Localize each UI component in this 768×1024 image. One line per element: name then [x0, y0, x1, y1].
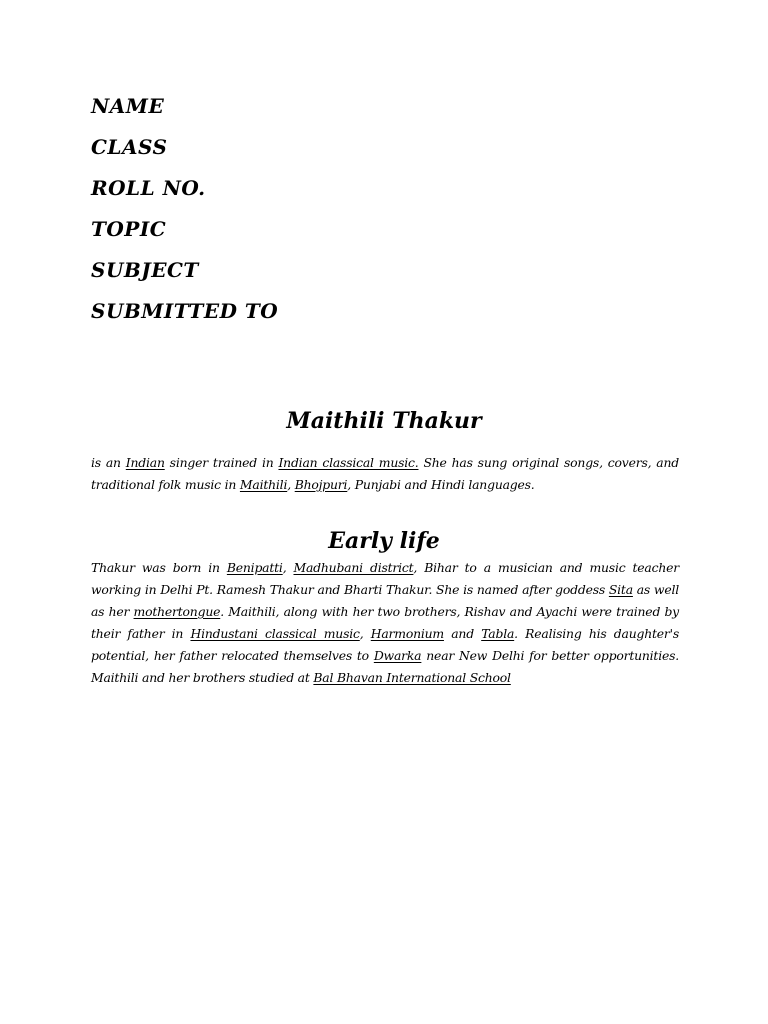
- paragraph-text: She has sung original songs, covers, and traditional folk music in: [91, 455, 679, 492]
- wiki-link[interactable]: Indian classical music.: [278, 455, 419, 470]
- paragraph-text: ,: [359, 626, 371, 641]
- intro-paragraph: [91, 452, 679, 496]
- wiki-link[interactable]: Madhubani district: [293, 560, 414, 575]
- wiki-link[interactable]: mothertongue: [133, 604, 221, 619]
- field-class: CLASS: [91, 135, 168, 159]
- wiki-link[interactable]: Dwarka: [373, 648, 422, 663]
- paragraph-text: singer trained in: [164, 455, 279, 470]
- wiki-link[interactable]: Maithili: [239, 477, 288, 492]
- field-name: NAME: [91, 94, 165, 118]
- wiki-link[interactable]: Indian: [125, 455, 165, 470]
- paragraph-text: . Realising his daughter's potential, her father relocated themselves to: [91, 626, 679, 663]
- cover-fields: [91, 88, 278, 334]
- wiki-link[interactable]: Benipatti: [226, 560, 283, 575]
- wiki-link[interactable]: Bal Bhavan International School: [313, 670, 511, 685]
- field-topic: TOPIC: [91, 217, 167, 241]
- wiki-link[interactable]: Harmonium: [370, 626, 444, 641]
- section-title-early-life: Early life: [328, 528, 440, 554]
- page-title: Maithili Thakur: [286, 408, 482, 434]
- paragraph-text: ,: [287, 477, 295, 492]
- wiki-link[interactable]: Tabla: [481, 626, 515, 641]
- field-submitted-to: SUBMITTED TO: [91, 299, 279, 323]
- wiki-link[interactable]: Sita: [608, 582, 633, 597]
- wiki-link[interactable]: Hindustani classical music: [190, 626, 360, 641]
- paragraph-text: near New Delhi for better opportunities. Maithili and her brothers studied at: [91, 648, 679, 685]
- paragraph-text: , Bihar to a musician and music teacher working in Delhi Pt. Ramesh Thakur and Bharti Thakur. She is named after goddess: [91, 560, 679, 597]
- early-life-paragraph: [91, 557, 679, 689]
- paragraph-text: ,: [282, 560, 294, 575]
- paragraph-text: is an: [91, 455, 126, 470]
- paragraph-text: , Punjabi and Hindi languages.: [347, 477, 535, 492]
- paragraph-text: Thakur was born in: [91, 560, 227, 575]
- wiki-link[interactable]: Bhojpuri: [294, 477, 348, 492]
- paragraph-text: and: [443, 626, 482, 641]
- paragraph-text: . Maithili, along with her two brothers, Rishav and Ayachi were trained by their father in: [91, 604, 679, 641]
- field-roll-no: ROLL NO.: [91, 176, 206, 200]
- field-subject: SUBJECT: [91, 258, 199, 282]
- paragraph-text: as well as her: [91, 582, 680, 619]
